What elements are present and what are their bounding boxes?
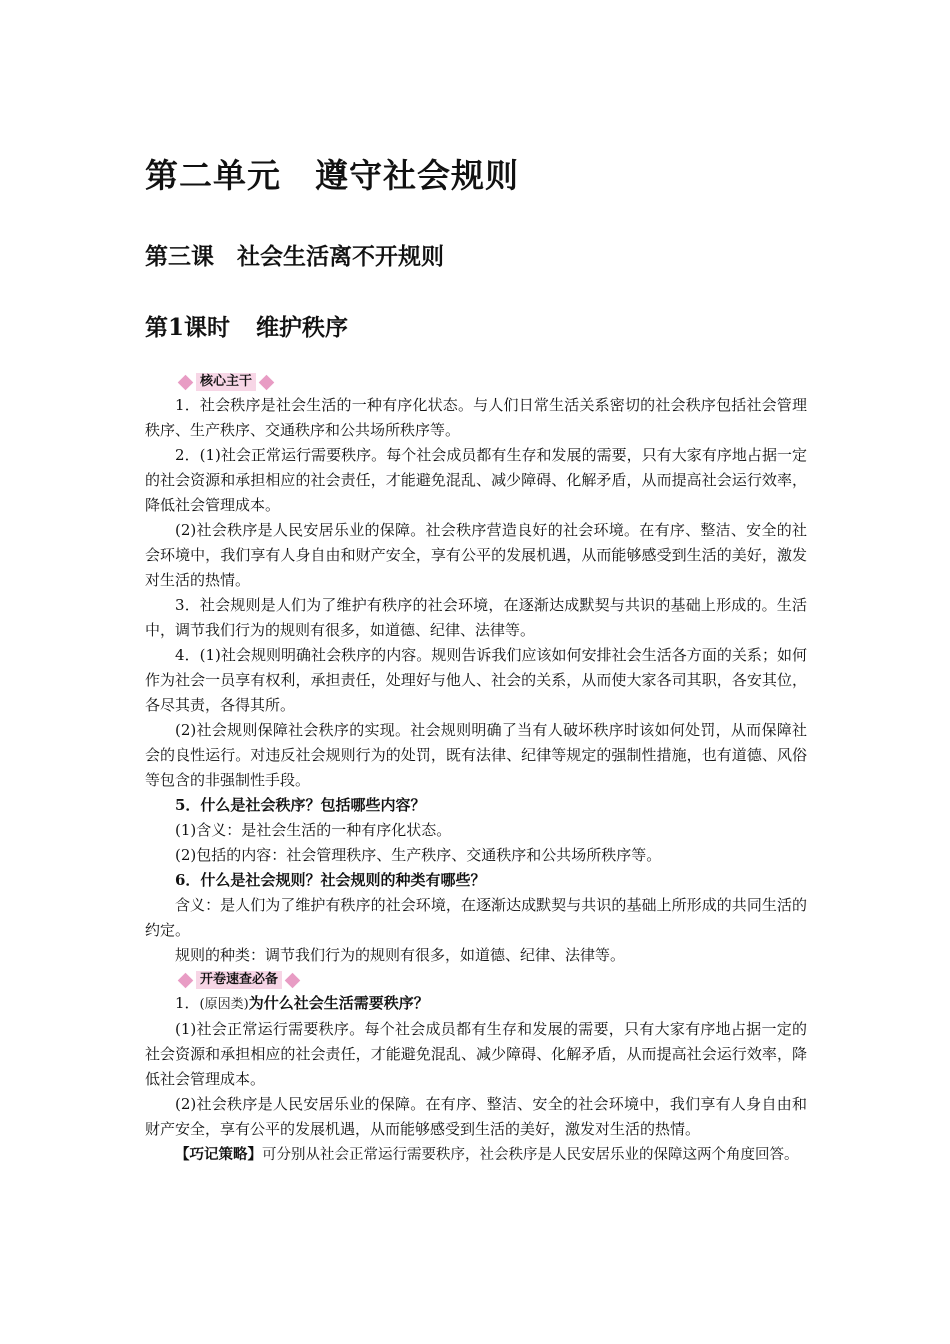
diamond-icon — [285, 972, 301, 988]
lesson-title: 第三课 社会生活离不开规则 — [145, 243, 444, 270]
section-banner-quickref — [177, 969, 807, 991]
paragraph: 2．(1)社会正常运行需要秩序。每个社会成员都有生存和发展的需要，只有大家有序地占据一定的社会资源和承担相应的社会责任，才能避免混乱、减少障碍、化解矛盾，从而提高社会运行效率，降低社会管理成本。 — [145, 446, 807, 514]
answer: (1)含义：是社会生活的一种有序化状态。 — [175, 821, 452, 839]
question-text: 为什么社会生活需要秩序？ — [248, 994, 429, 1012]
tip-label: 【巧记策略】 — [175, 1146, 262, 1163]
diamond-icon — [178, 972, 194, 988]
period-number: 第1课时 — [145, 314, 231, 341]
answer: (2)社会秩序是人民安居乐业的保障。在有序、整洁、安全的社会环境中，我们享有人身自由和财产安全，享有公平的发展机遇，从而能够感受到生活的美好，激发对生活的热情。 — [145, 1095, 807, 1138]
question-5: 5．什么是社会秩序？包括哪些内容？ — [175, 796, 426, 814]
content-body — [145, 370, 807, 1168]
memory-tip — [145, 1142, 807, 1168]
question-6: 6．什么是社会规则？社会规则的种类有哪些？ — [175, 871, 486, 889]
paragraph: (2)社会规则保障社会秩序的实现。社会规则明确了当有人破坏秩序时该如何处罚，从而保障社会的良性运行。对违反社会规则行为的处罚，既有法律、纪律等规定的强制性措施，也有道德、风俗等包含的非强制性手段。 — [145, 721, 807, 789]
paragraph: (2)社会秩序是人民安居乐业的保障。社会秩序营造良好的社会环境。在有序、整洁、安全的社会环境中，我们享有人身自由和财产安全，享有公平的发展机遇，从而能够感受到生活的美好，激发对生活的热情。 — [145, 521, 807, 589]
period-name: 维护秩序 — [256, 314, 349, 341]
diamond-icon — [259, 374, 275, 390]
tip-text: 可分别从社会正常运行需要秩序，社会秩序是人民安居乐业的保障这两个角度回答。 — [262, 1147, 799, 1163]
section-label: 核心主干 — [196, 373, 256, 391]
answer: (1)社会正常运行需要秩序。每个社会成员都有生存和发展的需要，只有大家有序地占据一定的社会资源和承担相应的社会责任，才能避免混乱、减少障碍、化解矛盾，从而提高社会运行效率，降低社会管理成本。 — [145, 1020, 807, 1088]
question-tag: (原因类) — [199, 997, 249, 1012]
section-banner-core — [177, 371, 807, 393]
paragraph: 4．(1)社会规则明确社会秩序的内容。规则告诉我们应该如何安排社会生活各方面的关系；如何作为社会一员享有权利，承担责任，处理好与他人、社会的关系，从而使大家各司其职，各安其位，各尽其责，各得其所。 — [145, 646, 807, 714]
paragraph: 1．社会秩序是社会生活的一种有序化状态。与人们日常生活关系密切的社会秩序包括社会管理秩序、生产秩序、交通秩序和公共场所秩序等。 — [145, 396, 807, 439]
question-1: 1．(原因类)为什么社会生活需要秩序？ — [175, 994, 429, 1012]
paragraph: 3．社会规则是人们为了维护有秩序的社会环境，在逐渐达成默契与共识的基础上形成的。生活中，调节我们行为的规则有很多，如道德、纪律、法律等。 — [145, 596, 807, 639]
diamond-icon — [178, 374, 194, 390]
answer: 规则的种类：调节我们行为的规则有很多，如道德、纪律、法律等。 — [175, 946, 626, 964]
answer: 含义：是人们为了维护有秩序的社会环境，在逐渐达成默契与共识的基础上所形成的共同生活的约定。 — [145, 896, 807, 939]
unit-title: 第二单元 遵守社会规则 — [145, 156, 519, 195]
period-title — [145, 309, 348, 342]
answer: (2)包括的内容：社会管理秩序、生产秩序、交通秩序和公共场所秩序等。 — [175, 846, 662, 864]
section-label: 开卷速查必备 — [196, 971, 282, 989]
